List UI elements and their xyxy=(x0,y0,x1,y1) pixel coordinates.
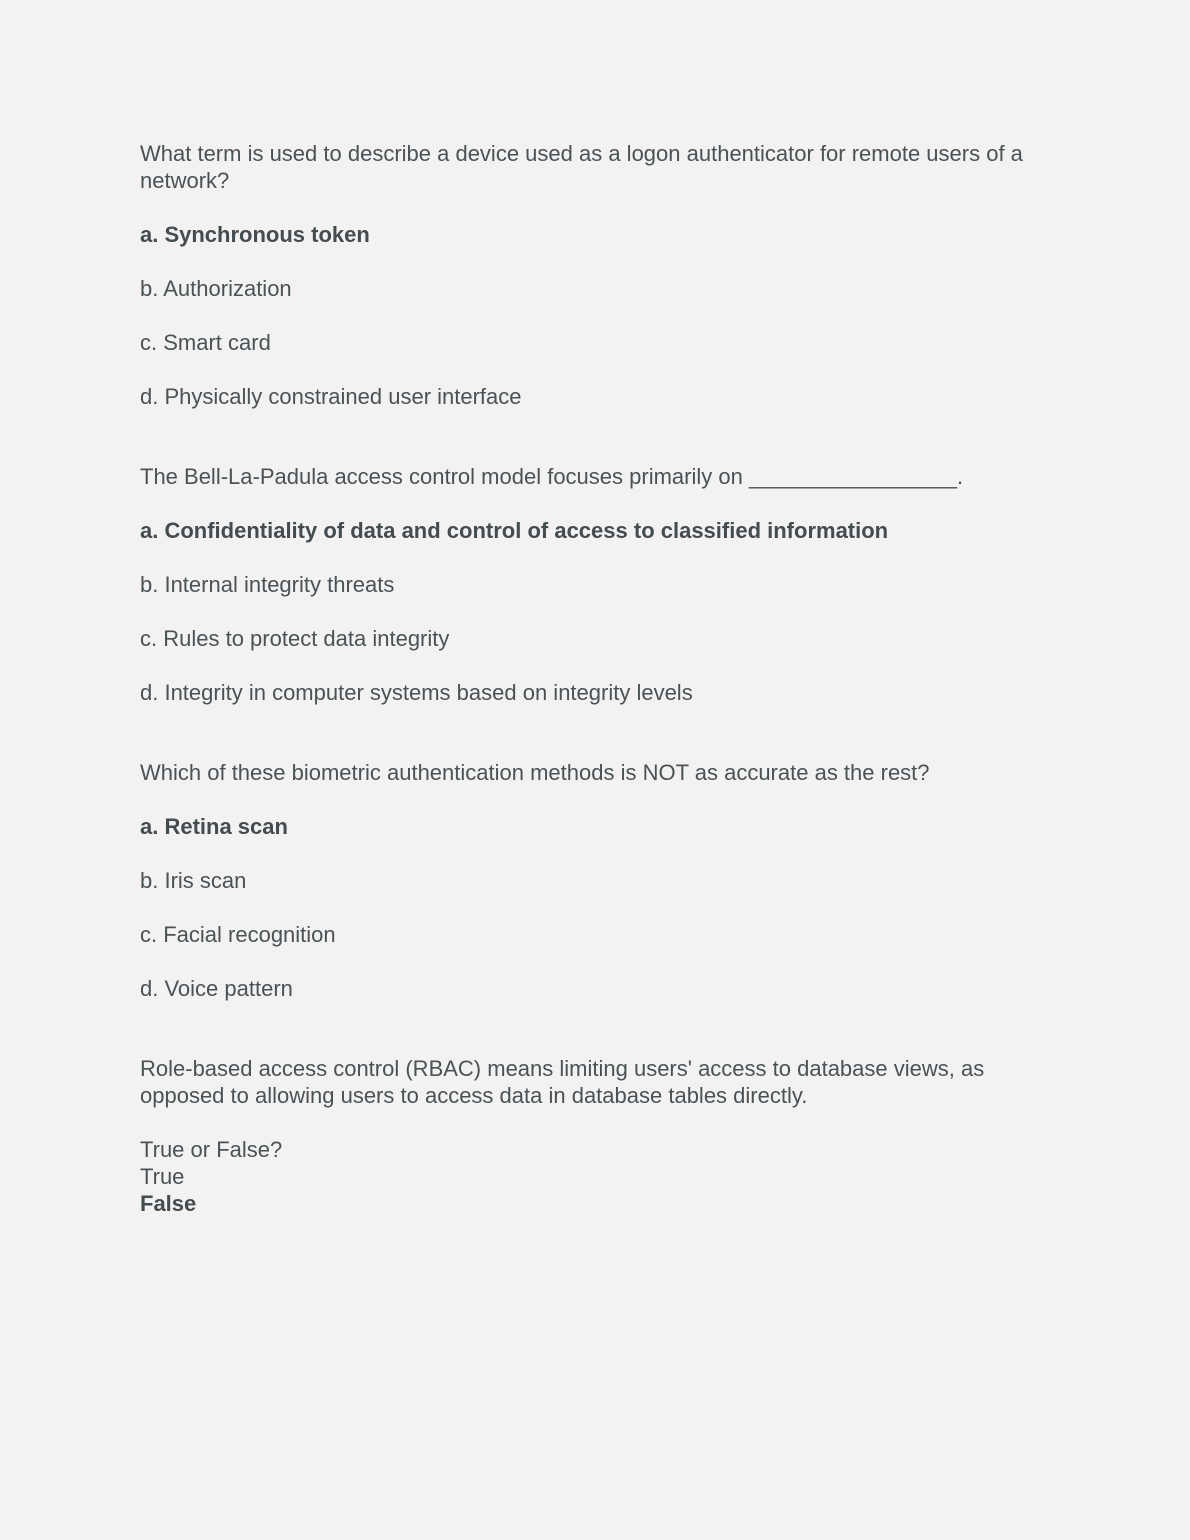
question-text: Role-based access control (RBAC) means limiting users' access to database views, as opposed to allowing users to access data in database tables directly. xyxy=(140,1056,985,1108)
answer-option-correct: a. Synchronous token xyxy=(140,222,370,247)
document-page xyxy=(140,140,1050,1217)
answer-option: b. Internal integrity threats xyxy=(140,572,395,597)
answer-option: b. Authorization xyxy=(140,276,292,301)
true-false-prompt: True or False? xyxy=(140,1137,283,1162)
answer-option: c. Facial recognition xyxy=(140,922,336,947)
answer-option: d. Integrity in computer systems based on integrity levels xyxy=(140,680,693,705)
answer-option: c. Smart card xyxy=(140,330,271,355)
question-text: The Bell-La-Padula access control model focuses primarily on _________________. xyxy=(140,464,964,489)
answer-option-correct: a. Retina scan xyxy=(140,814,288,839)
answer-option: b. Iris scan xyxy=(140,868,247,893)
question-block-2 xyxy=(140,463,1050,706)
answer-false-correct: False xyxy=(140,1191,197,1216)
question-text: Which of these biometric authentication methods is NOT as accurate as the rest? xyxy=(140,760,930,785)
answer-option-correct: a. Confidentiality of data and control of access to classified information xyxy=(140,518,889,543)
question-text: What term is used to describe a device used as a logon authenticator for remote users of a network? xyxy=(140,141,1023,193)
question-block-4 xyxy=(140,1055,1050,1217)
question-block-3 xyxy=(140,759,1050,1002)
answer-option: c. Rules to protect data integrity xyxy=(140,626,450,651)
answer-option: d. Physically constrained user interface xyxy=(140,384,522,409)
question-block-1 xyxy=(140,140,1050,410)
answer-true: True xyxy=(140,1164,185,1189)
answer-option: d. Voice pattern xyxy=(140,976,293,1001)
